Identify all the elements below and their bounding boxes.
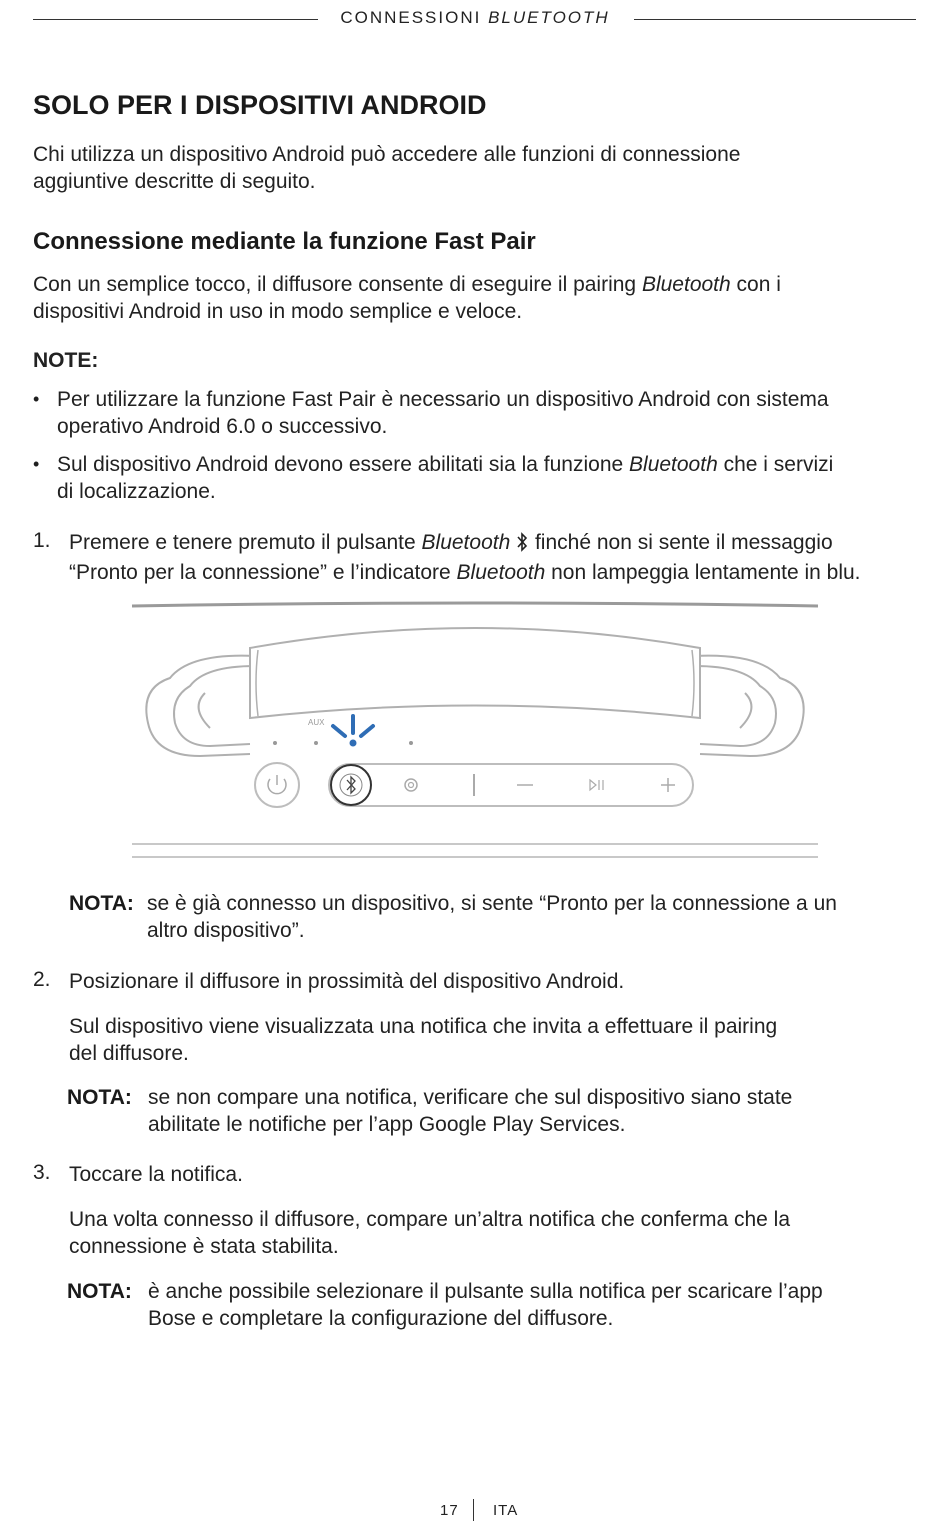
- step-2-nota-label: NOTA:: [67, 1086, 132, 1109]
- subsection-title: Connessione mediante la funzione Fast Pair: [33, 228, 536, 255]
- speaker-drawing: [130, 598, 820, 863]
- header-title: CONNESSIONI BLUETOOTH: [0, 8, 950, 28]
- footer-divider: [473, 1499, 474, 1521]
- speaker-illustration: [130, 598, 820, 863]
- note-2: Sul dispositivo Android devono essere abilitati sia la funzione Bluetooth che i servizi di localizzazione.: [57, 453, 834, 503]
- bluetooth-icon: [516, 532, 529, 559]
- step-3-nota-text: è anche possibile selezionare il pulsante sulla notifica per scaricare l’app Bose e completare la configurazione del diffusore.: [148, 1280, 823, 1330]
- note-1: Per utilizzare la funzione Fast Pair è necessario un dispositivo Android con sistema operativo Android 6.0 o successivo.: [57, 388, 829, 438]
- notes-label: NOTE:: [33, 349, 99, 372]
- section-title: SOLO PER I DISPOSITIVI ANDROID: [33, 90, 487, 120]
- step-1-nota-label: NOTA:: [69, 892, 134, 915]
- step-2-detail: Sul dispositivo viene visualizzata una notifica che invita a effettuare il pairing del diffusore.: [69, 1015, 778, 1065]
- step-3-text: Toccare la notifica.: [69, 1163, 243, 1186]
- step-3-nota-label: NOTA:: [67, 1280, 132, 1303]
- step-3-number: 3.: [33, 1161, 51, 1184]
- footer-language: ITA: [493, 1502, 519, 1519]
- page-number: 17: [440, 1502, 459, 1519]
- aux-label: AUX: [308, 718, 325, 727]
- step-1-text: Premere e tenere premuto il pulsante Bluetooth finché non si sente il messaggio “Pronto per la connessione” e l’indicatore Bluetooth non lampeggia lentamente in blu.: [69, 531, 861, 584]
- step-2-number: 2.: [33, 968, 51, 991]
- step-1-nota-text: se è già connesso un dispositivo, si sente “Pronto per la connessione a un altro dispositivo”.: [147, 892, 837, 942]
- step-3-detail: Una volta connesso il diffusore, compare un’altra notifica che conferma che la connessione è stata stabilita.: [69, 1208, 791, 1258]
- bullet-2: •: [33, 454, 40, 474]
- step-1-number: 1.: [33, 529, 51, 552]
- bullet-1: •: [33, 389, 40, 409]
- fastpair-intro: Con un semplice tocco, il diffusore consente di eseguire il pairing Bluetooth con i dispositivi Android in uso in modo semplice e veloce.: [33, 273, 781, 323]
- intro-paragraph: Chi utilizza un dispositivo Android può accedere alle funzioni di connessione aggiuntive descritte di seguito.: [33, 143, 741, 193]
- step-2-text: Posizionare il diffusore in prossimità del dispositivo Android.: [69, 970, 625, 993]
- step-2-nota-text: se non compare una notifica, verificare che sul dispositivo siano state abilitate le notifiche per l’app Google Play Services.: [148, 1086, 793, 1136]
